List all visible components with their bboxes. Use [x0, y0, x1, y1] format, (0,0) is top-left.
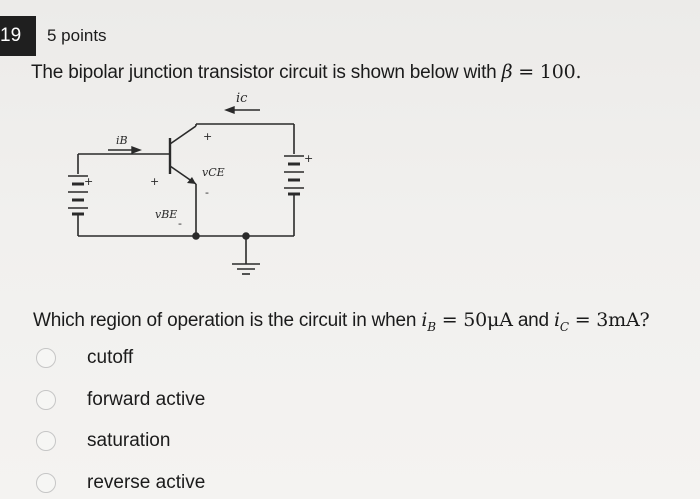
junction-dot-ground: [242, 232, 250, 240]
option-saturation[interactable]: [36, 426, 171, 456]
label-ib: iB: [116, 134, 128, 147]
ic-arrow-head: [226, 107, 234, 113]
label-vce: vCE: [202, 166, 225, 179]
prompt-and: and: [512, 310, 554, 331]
left-battery-plus: +: [84, 175, 94, 188]
transistor-collector: [170, 126, 196, 144]
vbe-minus: -: [178, 217, 182, 230]
beta-symbol: β: [501, 61, 513, 83]
ib-symbol: i: [421, 309, 428, 331]
question-number: 19: [0, 25, 22, 46]
vce-minus: -: [205, 186, 209, 199]
question-stem: [31, 61, 581, 84]
option-label: saturation: [87, 430, 171, 451]
option-label: cutoff: [87, 347, 134, 368]
ground-icon: [232, 264, 260, 274]
radio-button[interactable]: [36, 431, 56, 451]
question-points: 5 points: [47, 26, 107, 45]
radio-button[interactable]: [36, 390, 56, 410]
option-cutoff[interactable]: [36, 343, 134, 373]
radio-button[interactable]: [36, 348, 56, 368]
stem-prefix: The bipolar junction transistor circuit is shown below with: [31, 62, 502, 83]
label-ic: ic: [236, 91, 248, 106]
radio-button[interactable]: [36, 473, 56, 493]
option-reverse-active[interactable]: [36, 468, 206, 498]
option-forward-active[interactable]: [36, 385, 206, 415]
ic-subscript: C: [559, 319, 569, 334]
option-label: reverse active: [87, 472, 206, 493]
vce-plus: +: [203, 130, 213, 143]
vbe-plus: +: [150, 175, 160, 188]
battery-right: [284, 156, 304, 194]
question-prompt: [33, 309, 650, 334]
label-vbe: vBE: [155, 208, 178, 221]
prompt-prefix: Which region of operation is the circuit in when: [33, 310, 422, 331]
junction-dot-emitter: [192, 232, 200, 240]
ic-value: = 3mA?: [568, 309, 650, 331]
ib-value: = 50μA: [435, 309, 513, 331]
ic-symbol: i: [554, 309, 560, 331]
bjt-circuit-diagram: [50, 82, 320, 282]
option-label: forward active: [87, 389, 206, 410]
right-battery-plus: +: [304, 152, 314, 165]
ib-arrow-head: [132, 147, 140, 153]
beta-value: = 100.: [512, 61, 582, 83]
ib-subscript: B: [427, 319, 436, 334]
question-number-badge: [0, 16, 36, 56]
